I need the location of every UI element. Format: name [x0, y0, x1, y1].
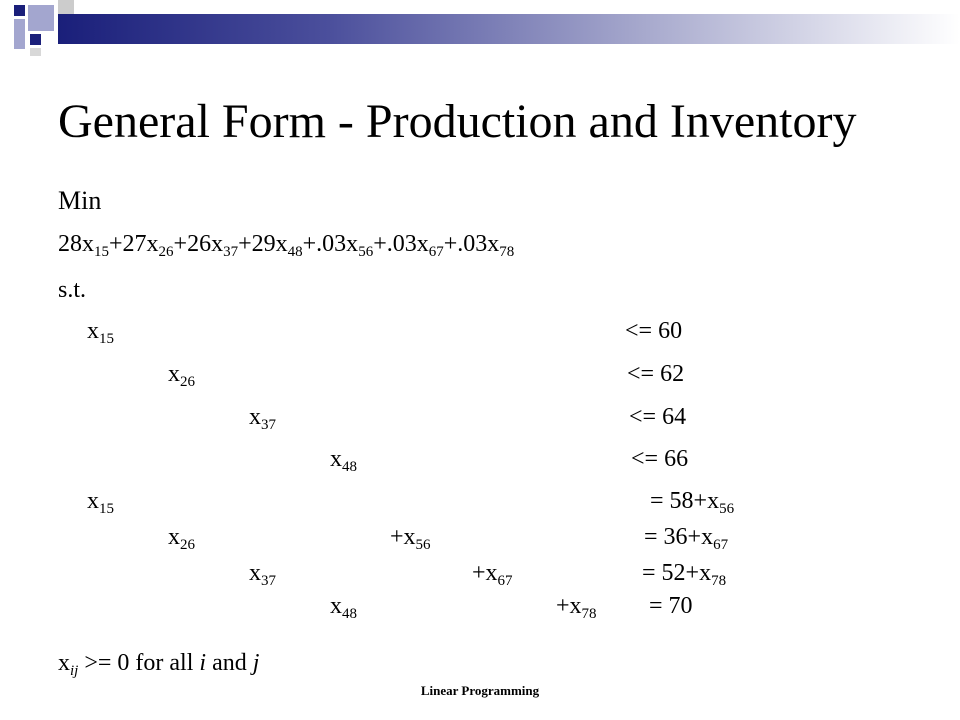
header-gradient-bar [58, 14, 960, 44]
min-label: Min [58, 186, 102, 215]
decor-square-navy-2 [30, 34, 41, 45]
decor-square-lavender-left [14, 19, 25, 49]
decor-square-lightgray [30, 48, 41, 56]
nonnegativity-constraint: $x_{ij} >= 0$ for all i and j [58, 650, 260, 679]
objective-function: $28x_{15}+27x_{26}+26x_{37}+29x_{48}+.03x_{56}+.03x_{67}+.03x_{78}$ [58, 231, 515, 260]
decor-square-gray [58, 0, 74, 14]
decor-square-navy [14, 5, 25, 16]
slide-title: General Form - Production and Inventory [58, 95, 857, 148]
slide-footer: Linear Programming [420, 683, 540, 698]
st-label: s.t. [58, 277, 87, 303]
decor-square-lavender [28, 5, 54, 31]
